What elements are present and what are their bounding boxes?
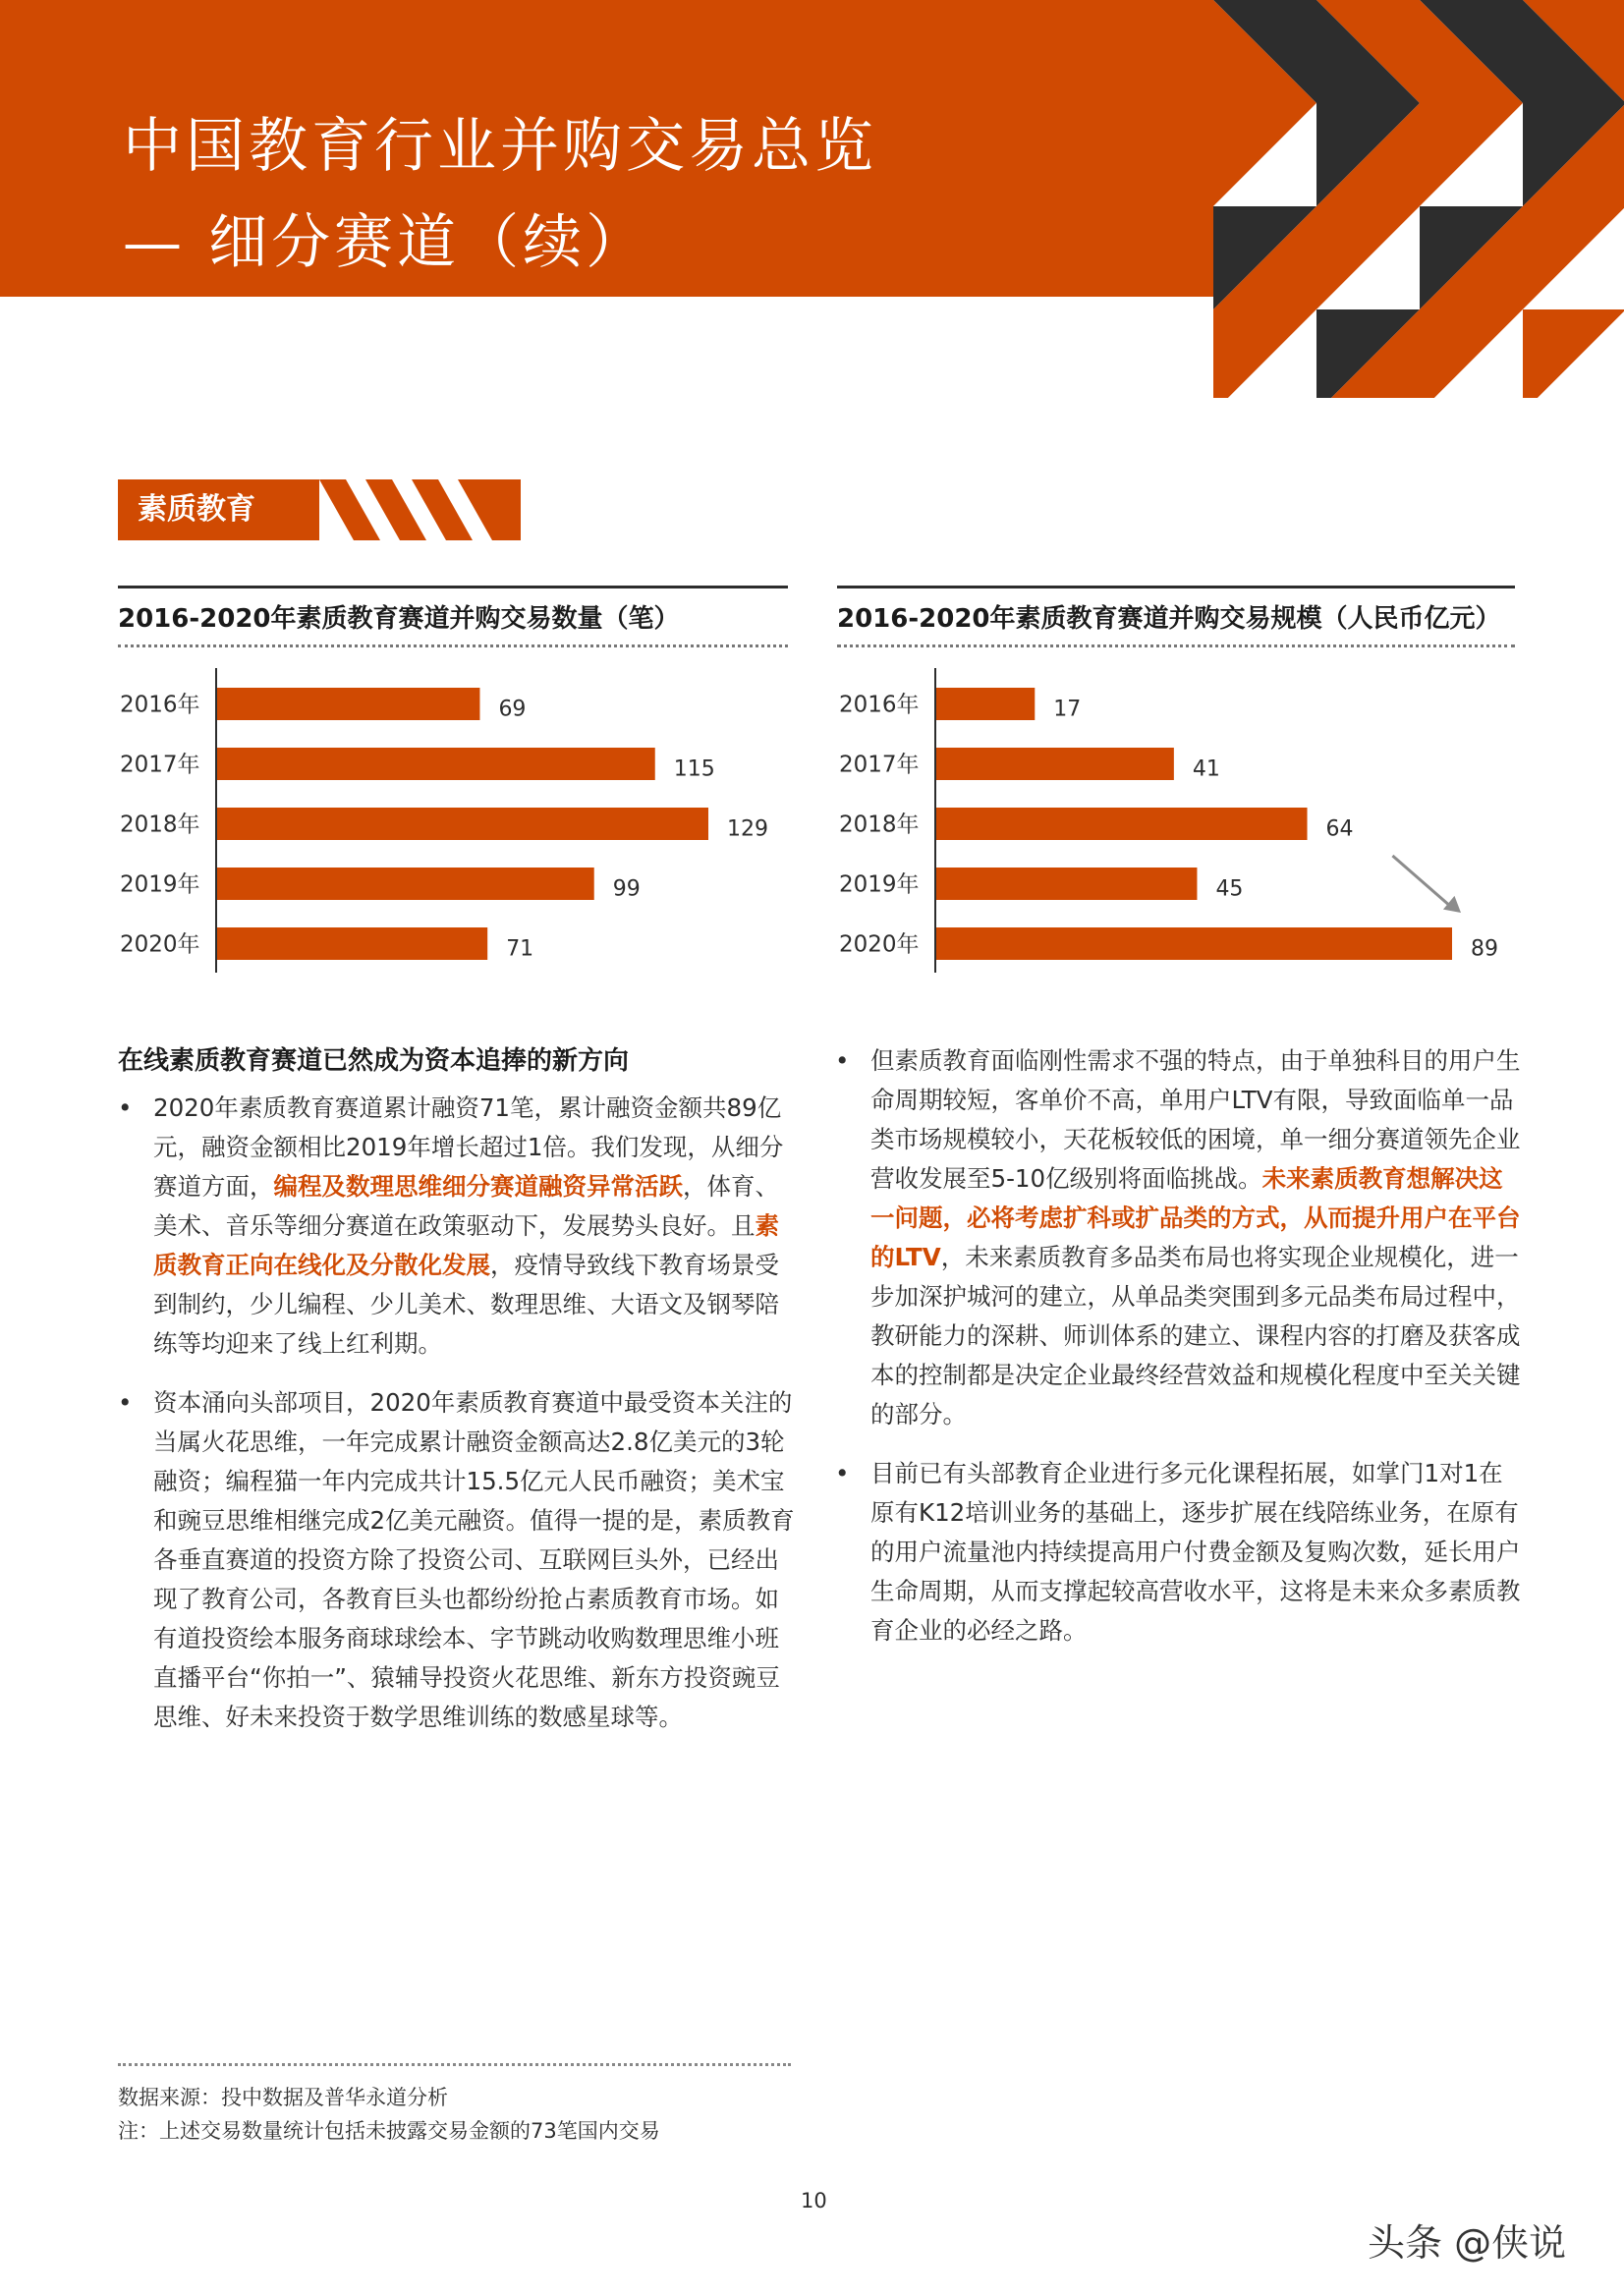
bar (217, 868, 594, 900)
chart-2-deal-value (837, 668, 1525, 973)
left-column (118, 1041, 801, 1757)
title-line-2: — 细分赛道（续） (123, 208, 649, 277)
data-label: 99 (612, 876, 641, 902)
chart-1-title: 2016-2020年素质教育赛道并购交易数量（笔） (118, 586, 788, 647)
bar (217, 808, 708, 840)
bar (936, 868, 1197, 900)
tick-label: 2017年 (120, 752, 200, 778)
chart-2-title: 2016-2020年素质教育赛道并购交易规模（人民币亿元） (837, 586, 1515, 647)
bar (217, 748, 655, 780)
tick-label: 2016年 (839, 692, 920, 718)
right-column (835, 1041, 1523, 1670)
source-line: 数据来源：投中数据及普华永道分析 (118, 2086, 448, 2109)
left-bullet-1 (118, 1089, 801, 1364)
highlight-text: 编程及数理思维细分赛道融资异常活跃 (273, 1172, 683, 1201)
data-label: 17 (1053, 697, 1082, 722)
data-label: 129 (727, 816, 768, 842)
left-heading: 在线素质教育赛道已然成为资本追捧的新方向 (118, 1046, 630, 1076)
trend-arrow-line (1392, 856, 1451, 907)
right-bullet-1 (835, 1041, 1523, 1434)
tick-label: 2017年 (839, 752, 920, 778)
left-bullet-2 (118, 1383, 801, 1737)
bar (936, 748, 1174, 780)
text: 2020年素质教育赛道累计融资71笔，累计融资金额共89亿元，融资金额相比2019年增长超过1倍。我们发现，从细分赛道方面， (153, 1093, 784, 1201)
tab-stripes-decoration (319, 479, 521, 540)
bar (217, 927, 487, 960)
bar (936, 927, 1452, 960)
page-number: 10 (801, 2189, 827, 2212)
text: ，未来素质教育多品类布局也将实现企业规模化，进一步加深护城河的建立，从单品类突围到多元品类布局过程中，教研能力的深耕、师训体系的建立、课程内容的打磨及获客成本的控制都是决定企业最终经营效益和规模化程度中至关关键的部分。 (870, 1243, 1521, 1428)
footer-divider (118, 2063, 791, 2066)
text: 目前已有头部教育企业进行多元化课程拓展，如掌门1对1在原有K12培训业务的基础上，逐步扩展在线陪练业务，在原有的用户流量池内持续提高用户付费金额及复购次数，延长用户生命周期，从而支撑起较高营收水平，这将是未来众多素质教育企业的必经之路。 (870, 1459, 1521, 1645)
data-label: 71 (506, 936, 534, 962)
highlight-text: 未来素质教育想解决这一问题，必将考虑扩科或扩品类的方式，从而提升用户在平台的LTV (870, 1164, 1521, 1271)
text: ，体育、美术、音乐等细分赛道在政策驱动下，发展势头良好。且 (153, 1172, 779, 1240)
tick-label: 2020年 (839, 931, 920, 958)
data-label: 41 (1192, 756, 1220, 782)
data-label: 69 (498, 697, 527, 722)
section-tab: 素质教育 (118, 479, 319, 540)
text: ，疫情导致线下教育场景受到制约，少儿编程、少儿美术、数理思维、大语文及钢琴陪练等均迎来了线上红利期。 (153, 1251, 779, 1358)
note-line: 注：上述交易数量统计包括未披露交易金额的73笔国内交易 (118, 2119, 660, 2143)
right-bullet-2 (835, 1454, 1523, 1651)
chart-1-deal-count (118, 668, 796, 973)
tick-label: 2018年 (839, 812, 920, 838)
tick-label: 2018年 (120, 812, 200, 838)
tick-label: 2020年 (120, 931, 200, 958)
text: 资本涌向头部项目，2020年素质教育赛道中最受资本关注的当属火花思维，一年完成累计融资金额高达2.8亿美元的3轮融资；编程猫一年内完成共计15.5亿元人民币融资；美术宝和豌豆思维相继完成2亿美元融资。值得一提的是，素质教育各垂直赛道的投资方除了投资公司、互联网巨头外，已经出现了教育公司，各教育巨头也都纷纷抢占素质教育市场。如有道投资绘本服务商球球绘本、字节跳动收购数理思维小班直播平台“你拍一”、猿辅导投资火花思维、新东方投资豌豆思维、好未来投资于数学思维训练的数感星球等。 (153, 1388, 795, 1731)
data-label: 45 (1215, 876, 1244, 902)
bar (217, 688, 479, 720)
data-label: 64 (1325, 816, 1354, 842)
data-label: 89 (1471, 936, 1498, 962)
trend-arrow-head (1443, 896, 1461, 913)
bar (936, 808, 1308, 840)
tick-label: 2019年 (839, 871, 920, 898)
footer-source (118, 2081, 660, 2148)
highlight-text: 素质教育正向在线化及分散化发展 (153, 1211, 779, 1279)
bar (936, 688, 1035, 720)
text: 但素质教育面临刚性需求不强的特点，由于单独科目的用户生命周期较短，客单价不高，单用户LTV有限，导致面临单一品类市场规模较小，天花板较低的困境，单一细分赛道领先企业营收发展至5-10亿级别将面临挑战。 (870, 1046, 1521, 1193)
data-label: 115 (673, 756, 715, 782)
tick-label: 2019年 (120, 871, 200, 898)
tick-label: 2016年 (120, 692, 200, 718)
decorative-triangle-pattern (1213, 0, 1624, 398)
watermark: 头条 @侠说 (1368, 2221, 1567, 2265)
page-title (123, 98, 877, 291)
title-line-1: 中国教育行业并购交易总览 (123, 112, 877, 181)
